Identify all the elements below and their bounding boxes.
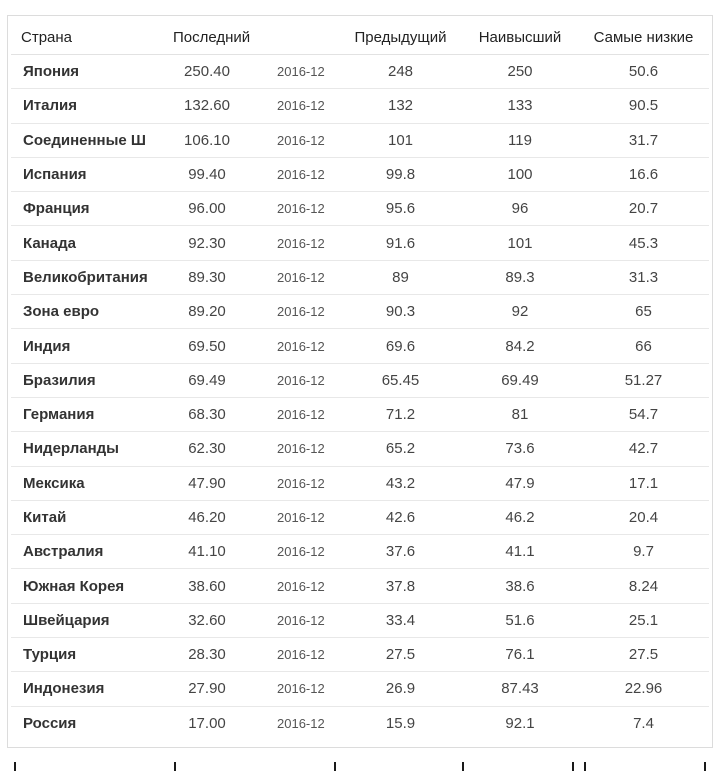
cell-country[interactable]: Индонезия bbox=[11, 672, 169, 706]
cell-highest: 92.1 bbox=[505, 714, 535, 732]
cell-last: 96.00 bbox=[169, 192, 251, 226]
cell-date: 2016-12 bbox=[251, 363, 339, 397]
cell-last: 32.60 bbox=[169, 603, 251, 637]
table-row bbox=[11, 432, 709, 466]
cell-lowest: 65 bbox=[578, 295, 709, 329]
table-row bbox=[11, 638, 709, 672]
cell-previous: 89 bbox=[339, 260, 462, 294]
cell-date: 2016-12 bbox=[251, 329, 339, 363]
cell-last: 62.30 bbox=[169, 432, 251, 466]
scan-mark bbox=[462, 762, 464, 771]
cell-last: 46.20 bbox=[169, 500, 251, 534]
cell-highest: 96 bbox=[462, 192, 578, 226]
cell-last: 250.40 bbox=[169, 55, 251, 89]
header-last[interactable]: Последний bbox=[169, 20, 251, 55]
cell-highest: 101 bbox=[462, 226, 578, 260]
header-lowest[interactable]: Самые низкие bbox=[578, 20, 709, 55]
cell-last: 28.30 bbox=[169, 638, 251, 672]
cell-country[interactable]: Швейцария bbox=[11, 603, 169, 637]
cell-country[interactable]: Китай bbox=[11, 500, 169, 534]
cell-date: 2016-12 bbox=[251, 432, 339, 466]
table-row bbox=[11, 535, 709, 569]
table-row bbox=[11, 55, 709, 89]
cell-country[interactable]: Индия bbox=[11, 329, 169, 363]
cell-country[interactable]: Канада bbox=[11, 226, 169, 260]
cell-date: 2016-12 bbox=[251, 466, 339, 500]
cell-date: 2016-12 bbox=[251, 672, 339, 706]
scan-mark bbox=[334, 762, 336, 771]
cell-highest: 76.1 bbox=[462, 638, 578, 672]
table-row bbox=[11, 192, 709, 226]
table-row bbox=[11, 363, 709, 397]
cell-previous: 132 bbox=[339, 89, 462, 123]
cell-last: 99.40 bbox=[169, 157, 251, 191]
cell-previous: 33.4 bbox=[339, 603, 462, 637]
cell-last: 106.10 bbox=[169, 123, 251, 157]
header-highest[interactable]: Наивысший bbox=[462, 20, 578, 55]
cell-date: 2016-12 bbox=[251, 535, 339, 569]
cell-last: 68.30 bbox=[169, 397, 251, 431]
table-row bbox=[11, 89, 709, 123]
cell-last: 92.30 bbox=[169, 226, 251, 260]
cell-previous: 27.5 bbox=[339, 638, 462, 672]
cell-highest: 47.9 bbox=[462, 466, 578, 500]
table-row bbox=[11, 466, 709, 500]
cell-highest: 41.1 bbox=[462, 535, 578, 569]
cell-country[interactable]: Нидерланды bbox=[11, 432, 169, 466]
cell-last: 132.60 bbox=[169, 89, 251, 123]
cell-country[interactable]: Турция bbox=[11, 638, 169, 672]
cell-lowest: 16.6 bbox=[578, 157, 709, 191]
cell-lowest: 20.4 bbox=[578, 500, 709, 534]
cell-date: 2016-12 bbox=[251, 157, 339, 191]
cell-date: 2016-12 bbox=[251, 603, 339, 637]
cell-lowest: 51.27 bbox=[578, 363, 709, 397]
cell-previous: 69.6 bbox=[339, 329, 462, 363]
cell-lowest: 54.7 bbox=[578, 397, 709, 431]
cell-highest: 84.2 bbox=[462, 329, 578, 363]
cell-country[interactable]: Россия bbox=[23, 714, 77, 732]
cell-country[interactable]: Соединенные Ш bbox=[11, 123, 169, 157]
table-row bbox=[11, 260, 709, 294]
table-row bbox=[11, 295, 709, 329]
cell-country[interactable]: Испания bbox=[11, 157, 169, 191]
cell-date: 2016-12 bbox=[251, 295, 339, 329]
cell-last: 27.90 bbox=[169, 672, 251, 706]
table-row bbox=[11, 603, 709, 637]
cell-previous: 248 bbox=[339, 55, 462, 89]
cell-lowest: 66 bbox=[578, 329, 709, 363]
cell-lowest: 17.1 bbox=[578, 466, 709, 500]
cell-last: 69.49 bbox=[169, 363, 251, 397]
cell-date: 2016-12 bbox=[251, 89, 339, 123]
scan-mark bbox=[174, 762, 176, 771]
cell-last: 41.10 bbox=[169, 535, 251, 569]
cell-country[interactable]: Великобритания bbox=[11, 260, 169, 294]
scan-artifact-strip bbox=[0, 762, 720, 771]
cell-date: 2016-12 bbox=[251, 569, 339, 603]
cell-lowest: 90.5 bbox=[578, 89, 709, 123]
cell-date: 2016-12 bbox=[277, 715, 325, 731]
cell-lowest: 8.24 bbox=[578, 569, 709, 603]
debt-to-gdp-table bbox=[11, 20, 709, 740]
cell-highest: 250 bbox=[462, 55, 578, 89]
cell-highest: 81 bbox=[462, 397, 578, 431]
cell-previous: 90.3 bbox=[339, 295, 462, 329]
cell-previous: 37.8 bbox=[339, 569, 462, 603]
cell-last: 89.20 bbox=[169, 295, 251, 329]
cell-country[interactable]: Мексика bbox=[11, 466, 169, 500]
cell-last: 69.50 bbox=[169, 329, 251, 363]
table-header-row bbox=[11, 20, 709, 55]
cell-lowest: 50.6 bbox=[578, 55, 709, 89]
header-previous[interactable]: Предыдущий bbox=[339, 20, 462, 55]
cell-previous: 65.2 bbox=[339, 432, 462, 466]
cell-previous: 71.2 bbox=[339, 397, 462, 431]
scan-mark bbox=[704, 762, 706, 771]
cell-last: 89.30 bbox=[169, 260, 251, 294]
cell-date: 2016-12 bbox=[251, 55, 339, 89]
cell-highest: 69.49 bbox=[462, 363, 578, 397]
table-row bbox=[11, 500, 709, 534]
cell-date: 2016-12 bbox=[251, 638, 339, 672]
table-row bbox=[11, 123, 709, 157]
cell-highest: 38.6 bbox=[462, 569, 578, 603]
cell-previous: 37.6 bbox=[339, 535, 462, 569]
cell-previous: 91.6 bbox=[339, 226, 462, 260]
table-row bbox=[11, 226, 709, 260]
cell-country[interactable]: Австралия bbox=[11, 535, 169, 569]
cell-highest: 46.2 bbox=[462, 500, 578, 534]
cell-highest: 51.6 bbox=[462, 603, 578, 637]
data-table-container bbox=[7, 15, 713, 748]
header-date bbox=[251, 20, 339, 55]
cell-previous: 15.9 bbox=[385, 714, 416, 732]
cell-highest: 133 bbox=[462, 89, 578, 123]
cell-previous: 43.2 bbox=[339, 466, 462, 500]
table-row bbox=[11, 672, 709, 706]
cell-lowest: 31.7 bbox=[578, 123, 709, 157]
cell-previous: 42.6 bbox=[339, 500, 462, 534]
cell-previous: 65.45 bbox=[339, 363, 462, 397]
cell-lowest: 45.3 bbox=[578, 226, 709, 260]
cell-lowest: 27.5 bbox=[578, 638, 709, 672]
cell-date: 2016-12 bbox=[251, 397, 339, 431]
cell-lowest: 22.96 bbox=[578, 672, 709, 706]
cell-highest: 119 bbox=[462, 123, 578, 157]
cell-previous: 95.6 bbox=[339, 192, 462, 226]
cell-last: 38.60 bbox=[169, 569, 251, 603]
cell-date: 2016-12 bbox=[251, 123, 339, 157]
cell-previous: 101 bbox=[339, 123, 462, 157]
table-row bbox=[11, 157, 709, 191]
cell-highest: 73.6 bbox=[462, 432, 578, 466]
cell-highest: 89.3 bbox=[462, 260, 578, 294]
table-body bbox=[11, 55, 709, 740]
cell-country[interactable]: Италия bbox=[11, 89, 169, 123]
cell-highest: 87.43 bbox=[462, 672, 578, 706]
cell-lowest: 7.4 bbox=[633, 714, 654, 732]
cell-country[interactable]: Германия bbox=[11, 397, 169, 431]
cell-date: 2016-12 bbox=[251, 500, 339, 534]
cell-lowest: 9.7 bbox=[578, 535, 709, 569]
cell-country[interactable]: Франция bbox=[11, 192, 169, 226]
cell-previous: 26.9 bbox=[339, 672, 462, 706]
table-row bbox=[11, 329, 709, 363]
cell-country[interactable]: Южная Корея bbox=[11, 569, 169, 603]
table-row bbox=[11, 397, 709, 431]
table-row bbox=[11, 569, 709, 603]
cell-previous: 99.8 bbox=[339, 157, 462, 191]
cell-country[interactable]: Япония bbox=[11, 55, 169, 89]
cell-last: 47.90 bbox=[169, 466, 251, 500]
cell-date: 2016-12 bbox=[251, 192, 339, 226]
table-row bbox=[11, 706, 709, 740]
cell-highest: 92 bbox=[462, 295, 578, 329]
scan-mark bbox=[14, 762, 16, 771]
cell-country[interactable]: Бразилия bbox=[11, 363, 169, 397]
cell-last: 17.00 bbox=[188, 714, 226, 732]
cell-highest: 100 bbox=[462, 157, 578, 191]
header-country[interactable]: Страна bbox=[11, 20, 169, 55]
cell-lowest: 31.3 bbox=[578, 260, 709, 294]
cell-date: 2016-12 bbox=[251, 226, 339, 260]
scan-mark bbox=[584, 762, 586, 771]
cell-lowest: 42.7 bbox=[578, 432, 709, 466]
scan-mark bbox=[572, 762, 574, 771]
cell-date: 2016-12 bbox=[251, 260, 339, 294]
cell-lowest: 25.1 bbox=[578, 603, 709, 637]
cell-lowest: 20.7 bbox=[578, 192, 709, 226]
cell-country[interactable]: Зона евро bbox=[11, 295, 169, 329]
